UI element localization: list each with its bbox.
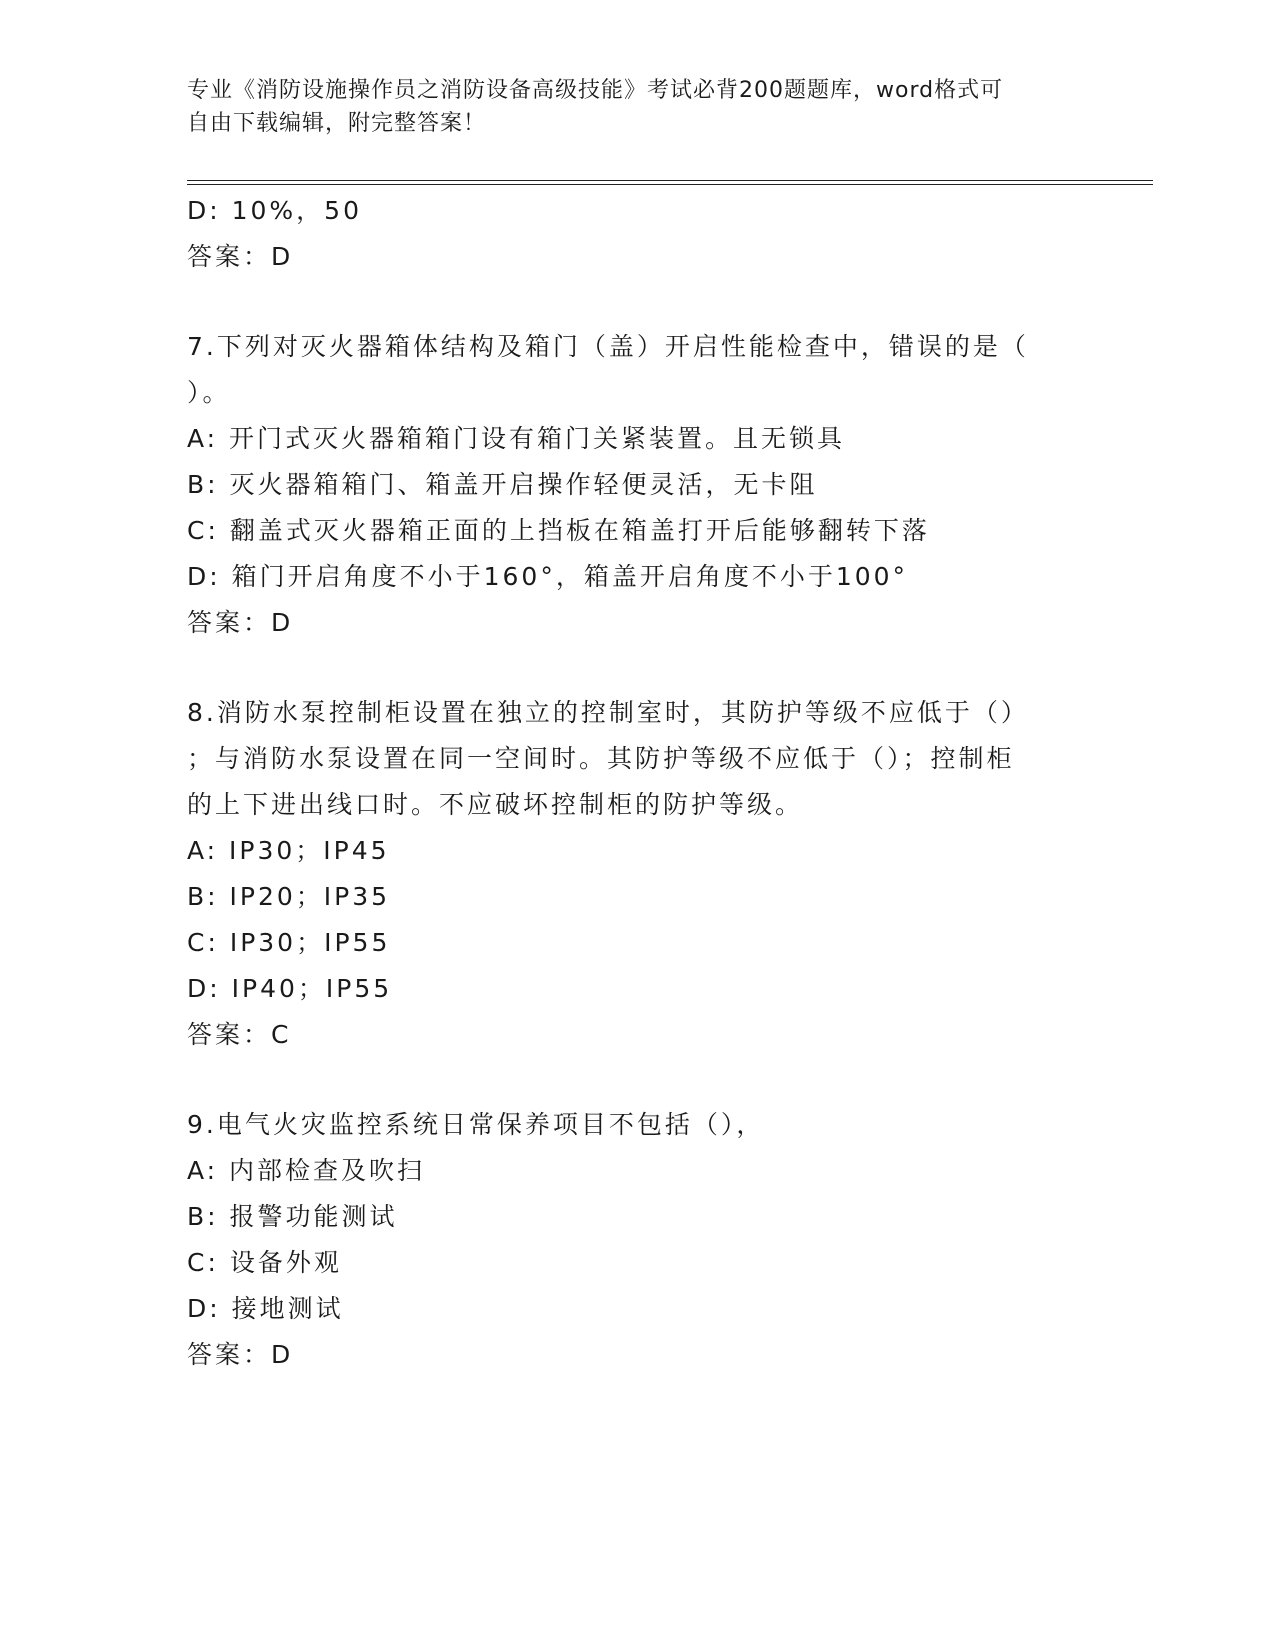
q9-stem-line-1: 9.电气火灾监控系统日常保养项目不包括（）， (187, 1110, 765, 1139)
q7-answer: 答案：D (187, 608, 294, 637)
q8-option-d: D: IP40；IP55 (187, 974, 393, 1003)
question-content (187, 188, 1087, 1378)
q8-option-b: B: IP20；IP35 (187, 882, 391, 911)
q8-option-c: C: IP30；IP55 (187, 928, 391, 957)
spacer (187, 1058, 1087, 1102)
q8-option-a: A: IP30；IP45 (187, 836, 390, 865)
prev-answer: 答案：D (187, 242, 294, 271)
q7-option-c: C: 翻盖式灭火器箱正面的上挡板在箱盖打开后能够翻转下落 (187, 516, 930, 545)
header-line-1: 专业《消防设施操作员之消防设备高级技能》考试必背200题题库，word格式可 (187, 78, 1004, 103)
q7-option-a: A: 开门式灭火器箱箱门设有箱门关紧装置。且无锁具 (187, 424, 846, 453)
q8-stem-line-1: 8.消防水泵控制柜设置在独立的控制室时，其防护等级不应低于（） (187, 698, 1029, 727)
prev-option-d: D: 10%，50 (187, 196, 362, 225)
q9-option-d: D: 接地测试 (187, 1294, 344, 1323)
header-divider (187, 180, 1153, 185)
q7-option-b: B: 灭火器箱箱门、箱盖开启操作轻便灵活，无卡阻 (187, 470, 818, 499)
spacer (187, 646, 1087, 690)
q8-answer: 答案：C (187, 1020, 292, 1049)
header-line-2: 自由下载编辑，附完整答案！ (187, 111, 487, 136)
q8-stem-line-2: ；与消防水泵设置在同一空间时。其防护等级不应低于（）；控制柜 (187, 744, 1015, 773)
q9-answer: 答案：D (187, 1340, 294, 1369)
q9-option-a: A: 内部检查及吹扫 (187, 1156, 426, 1185)
spacer (187, 280, 1087, 324)
q8-stem-line-3: 的上下进出线口时。不应破坏控制柜的防护等级。 (187, 790, 804, 819)
page-header (187, 74, 1067, 140)
q7-option-d: D: 箱门开启角度不小于160°，箱盖开启角度不小于100° (187, 562, 909, 591)
q9-option-b: B: 报警功能测试 (187, 1202, 398, 1231)
q9-option-c: C: 设备外观 (187, 1248, 342, 1277)
q7-stem-line-2: ）。 (187, 378, 231, 407)
q7-stem-line-1: 7.下列对灭火器箱体结构及箱门（盖）开启性能检查中，错误的是（ (187, 332, 1029, 361)
